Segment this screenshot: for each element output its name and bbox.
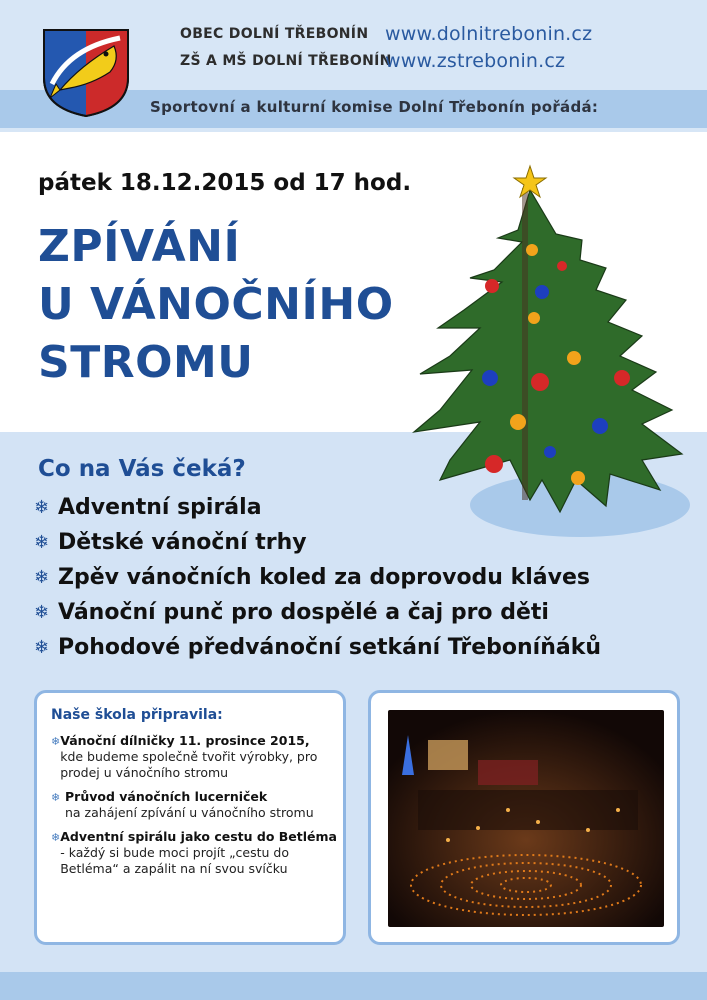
program-item (34, 630, 601, 665)
school-item (51, 829, 341, 877)
snowflake-icon: ❄ (34, 497, 50, 518)
snowflake-icon: ❄ (51, 735, 61, 748)
school-item-title: Vánoční dílničky 11. prosince 2015, (60, 733, 310, 748)
event-title-line-3: STROMU (38, 337, 254, 388)
snowflake-icon: ❄ (51, 831, 61, 844)
event-title (38, 218, 394, 392)
tree-foliage (414, 190, 682, 512)
photo-box (368, 690, 680, 945)
program-heading: Co na Vás čeká? (38, 456, 246, 482)
org-name-municipality: OBEC DOLNÍ TŘEBONÍN (180, 26, 369, 42)
school-item-title: Průvod vánočních lucerniček (65, 789, 268, 804)
program-item (34, 595, 601, 630)
snowflake-icon: ❄ (34, 602, 50, 623)
program-list (34, 490, 601, 665)
website-link-school[interactable]: www.zstrebonin.cz (385, 50, 566, 72)
org-name-school: ZŠ A MŠ DOLNÍ TŘEBONÍN (180, 53, 392, 69)
event-title-line-2: U VÁNOČNÍHO (38, 279, 394, 330)
school-item-text: kde budeme společně tvořit výrobky, pro prodej u vánočního stromu (60, 749, 318, 780)
school-list (51, 733, 341, 885)
event-date: pátek 18.12.2015 od 17 hod. (38, 170, 412, 196)
website-link-municipality[interactable]: www.dolnitrebonin.cz (385, 23, 593, 45)
tree-trunk (522, 188, 528, 500)
school-item (51, 733, 341, 781)
school-item-title: Adventní spirálu jako cestu do Betléma (60, 829, 337, 844)
program-item-label: Zpěv vánočních koled za doprovodu kláves (58, 565, 590, 590)
school-item-text: na zahájení zpívání u vánočního stromu (65, 805, 314, 820)
program-item (34, 560, 601, 595)
program-item (34, 490, 601, 525)
program-item-label: Pohodové předvánoční setkání Třeboníňáků (58, 635, 602, 660)
footer-stripe (0, 972, 707, 1000)
organizer-line: Sportovní a kulturní komise Dolní Třebonín pořádá: (150, 98, 599, 116)
event-photo (388, 710, 664, 927)
snowflake-icon: ❄ (51, 791, 61, 804)
snowflake-icon: ❄ (34, 567, 50, 588)
event-title-line-1: ZPÍVÁNÍ (38, 221, 241, 272)
school-item (51, 789, 341, 821)
school-box (34, 690, 346, 945)
snowflake-icon: ❄ (34, 532, 50, 553)
program-item-label: Adventní spirála (58, 495, 262, 520)
program-item (34, 525, 601, 560)
program-item-label: Dětské vánoční trhy (58, 530, 307, 555)
program-item-label: Vánoční punč pro dospělé a čaj pro děti (58, 600, 549, 625)
snowflake-icon: ❄ (34, 637, 50, 658)
coat-of-arms-icon (40, 26, 132, 118)
school-item-text: - každý si bude moci projít „cestu do Betléma“ a zapálit na ní svou svíčku (60, 845, 290, 876)
school-heading: Naše škola připravila: (51, 707, 223, 723)
